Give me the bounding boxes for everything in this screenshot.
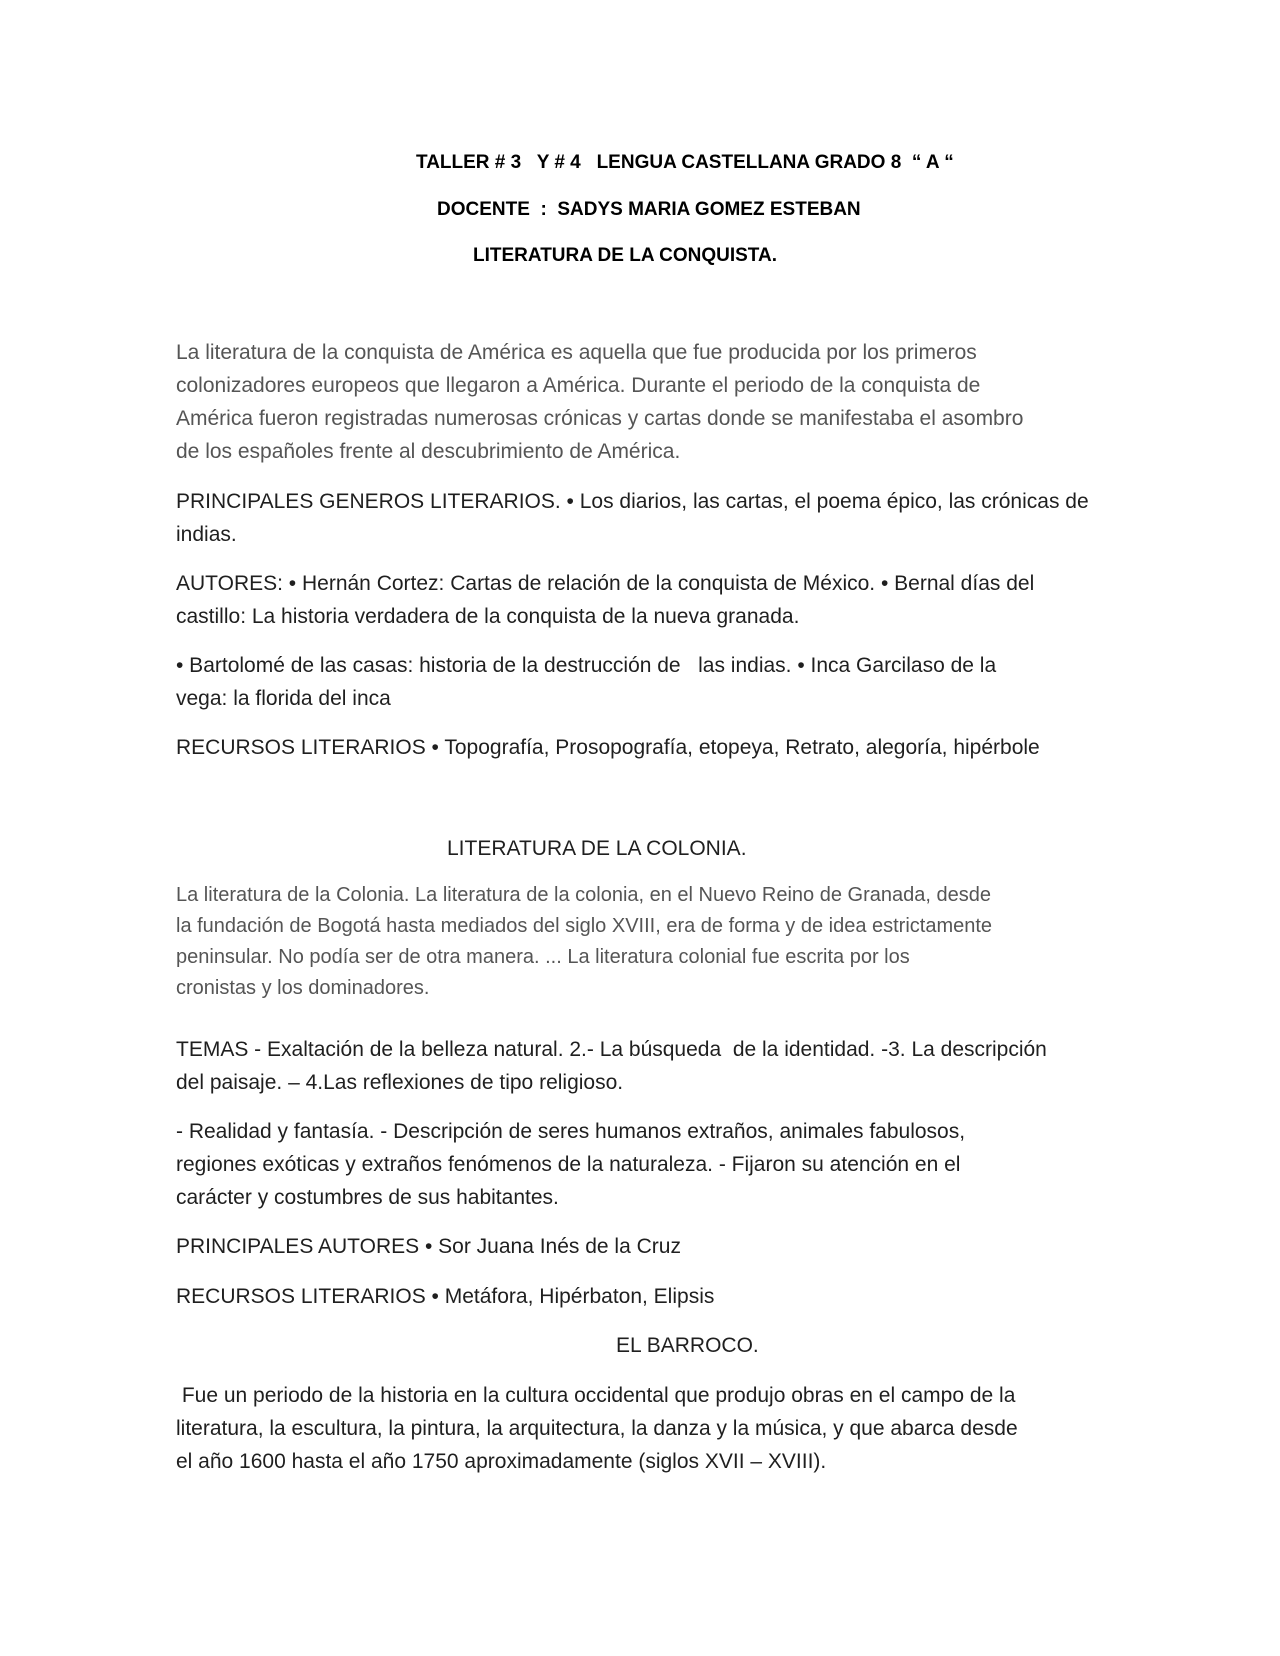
conquista-recursos: RECURSOS LITERARIOS • Topografía, Prosopografía, etopeya, Retrato, alegoría, hipérbole: [176, 736, 1040, 759]
colonia-recursos: RECURSOS LITERARIOS • Metáfora, Hipérbaton, Elipsis: [176, 1285, 715, 1308]
conquista-generos-line: PRINCIPALES GENEROS LITERARIOS. • Los diarios, las cartas, el poema épico, las crónicas de: [176, 490, 1089, 513]
barroco-text-line: Fue un periodo de la historia en la cultura occidental que produjo obras en el campo de la: [176, 1384, 1016, 1407]
colonia-intro-line: cronistas y los dominadores.: [176, 977, 430, 999]
header-subtitle: LITERATURA DE LA CONQUISTA.: [473, 245, 777, 266]
conquista-intro-line: La literatura de la conquista de América es aquella que fue producida por los primeros: [176, 341, 977, 364]
conquista-intro-line: colonizadores europeos que llegaron a América. Durante el periodo de la conquista de: [176, 374, 981, 397]
colonia-intro-line: la fundación de Bogotá hasta mediados del siglo XVIII, era de forma y de idea estrictamente: [176, 915, 993, 937]
colonia-temas-line: del paisaje. – 4.Las reflexiones de tipo religioso.: [176, 1071, 624, 1094]
colonia-intro-line: La literatura de la Colonia. La literatura de la colonia, en el Nuevo Reino de Granada, desde: [176, 884, 991, 906]
colonia-temas2-line: regiones exóticas y extraños fenómenos de la naturaleza. - Fijaron su atención en el: [176, 1153, 961, 1176]
colonia-autores: PRINCIPALES AUTORES • Sor Juana Inés de la Cruz: [176, 1235, 681, 1258]
conquista-autores-line: castillo: La historia verdadera de la conquista de la nueva granada.: [176, 605, 800, 628]
barroco-title: EL BARROCO.: [616, 1334, 759, 1357]
header-teacher: DOCENTE : SADYS MARIA GOMEZ ESTEBAN: [437, 199, 861, 220]
conquista-autores2-line: • Bartolomé de las casas: historia de la destrucción de las indias. • Inca Garcilaso de la: [176, 654, 997, 677]
conquista-intro-line: América fueron registradas numerosas crónicas y cartas donde se manifestaba el asombro: [176, 407, 1024, 430]
colonia-title: LITERATURA DE LA COLONIA.: [447, 837, 747, 860]
colonia-temas2-line: carácter y costumbres de sus habitantes.: [176, 1186, 559, 1209]
conquista-intro-line: de los españoles frente al descubrimiento de América.: [176, 440, 681, 463]
colonia-temas2-line: - Realidad y fantasía. - Descripción de seres humanos extraños, animales fabulosos,: [176, 1120, 966, 1143]
conquista-generos-line: indias.: [176, 523, 237, 546]
colonia-intro-line: peninsular. No podía ser de otra manera. ... La literatura colonial fue escrita por los: [176, 946, 910, 968]
barroco-text-line: literatura, la escultura, la pintura, la arquitectura, la danza y la música, y que abarca desde: [176, 1417, 1018, 1440]
barroco-text-line: el año 1600 hasta el año 1750 aproximadamente (siglos XVII – XVIII).: [176, 1450, 827, 1473]
conquista-autores2-line: vega: la florida del inca: [176, 687, 391, 710]
conquista-autores-line: AUTORES: • Hernán Cortez: Cartas de relación de la conquista de México. • Bernal días del: [176, 572, 1035, 595]
header-title: TALLER # 3 Y # 4 LENGUA CASTELLANA GRADO 8 “ A “: [416, 152, 954, 173]
colonia-temas-line: TEMAS - Exaltación de la belleza natural. 2.- La búsqueda de la identidad. -3. La descripción: [176, 1038, 1047, 1061]
